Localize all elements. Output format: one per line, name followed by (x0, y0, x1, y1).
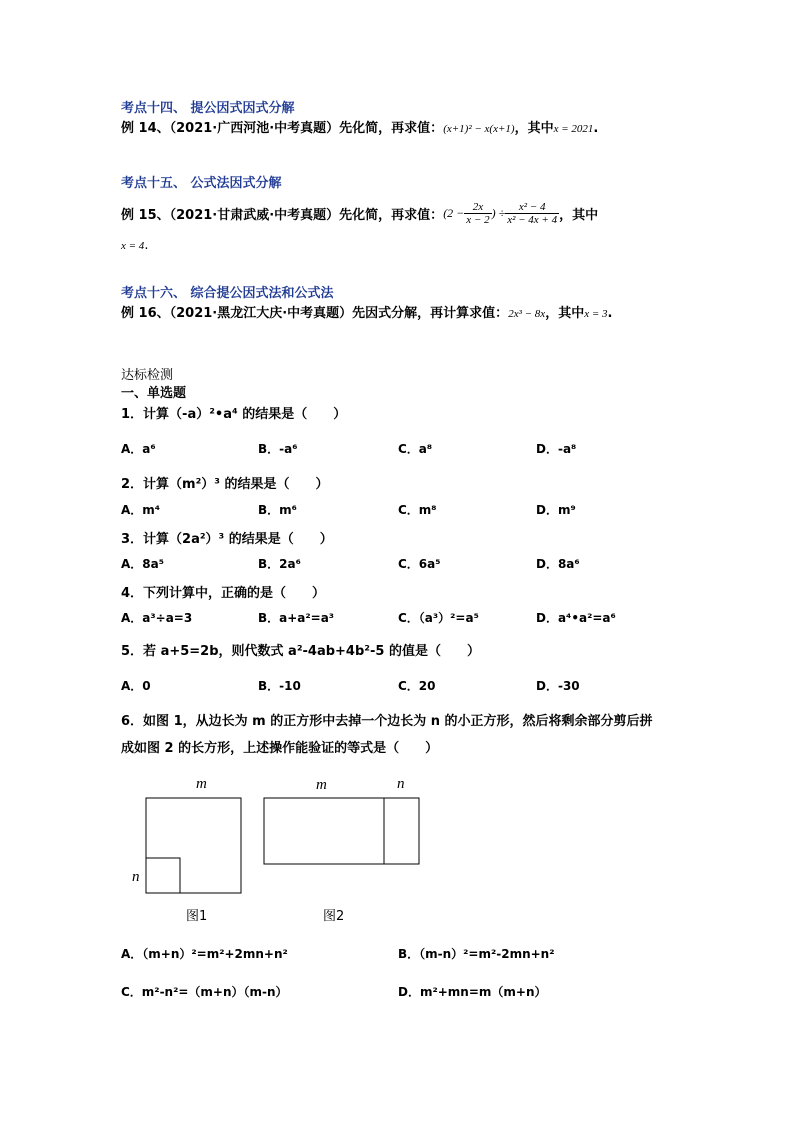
example-14-suffix: ，其中 (514, 121, 554, 136)
example-16-expression: 2x³ − 8x (508, 308, 546, 320)
figure-1-large-square (146, 798, 241, 893)
section-15-heading: 考点十五、 公式法因式分解 (121, 176, 282, 191)
question-6-option-b: B．（m-n）²=m²-2mn+n² (398, 947, 555, 961)
question-6-option-a: A．（m+n）²=m²+2mn+n² (121, 947, 288, 961)
question-3-option-b: B．2a⁶ (258, 557, 301, 571)
example-14-prefix: 例 14、（2021·广西河池·中考真题）先化简，再求值： (121, 121, 444, 136)
example-15-end: . (144, 238, 149, 253)
figure-1-label-n: n (132, 869, 140, 885)
fraction-2-numerator: x² − 4 (505, 201, 559, 214)
question-2-stem: 2．计算（m²）³ 的结果是（ ） (121, 477, 329, 492)
example-15-condition: x = 4 (121, 240, 145, 252)
question-5-option-b: B．-10 (258, 679, 301, 693)
figure-2-caption: 图2 (323, 909, 345, 924)
question-6-stem-line-1: 6．如图 1，从边长为 m 的正方形中去掉一个边长为 n 的小正方形，然后将剩余部分剪后拼 (121, 714, 653, 729)
example-14 (121, 117, 598, 136)
question-2-option-d: D．m⁹ (536, 503, 576, 517)
figure-2-label-n: n (397, 776, 405, 792)
question-5-option-c: C．20 (398, 679, 436, 693)
example-16-end: . (607, 306, 613, 321)
fraction-2-denominator: x² − 4x + 4 (507, 213, 558, 226)
part-title: 一、单选题 (121, 386, 187, 401)
question-2-option-c: C．m⁸ (398, 503, 437, 517)
question-3-option-a: A．8a⁵ (121, 557, 164, 571)
question-4-stem: 4．下列计算中，正确的是（ ） (121, 586, 326, 601)
fraction-1-denominator: x − 2 (466, 213, 490, 226)
example-16-condition: x = 3 (584, 308, 608, 320)
question-6-figures (120, 770, 440, 930)
figure-2-label-m: m (316, 777, 327, 793)
example-16 (121, 302, 612, 321)
example-15-condition-line (121, 238, 148, 253)
example-15-fraction-2 (505, 201, 559, 226)
question-4-option-c: C．（a³）²=a⁵ (398, 611, 479, 625)
example-15-fraction-1 (464, 201, 491, 226)
example-15-suffix: ，其中 (559, 207, 599, 223)
test-title: 达标检测 (121, 368, 174, 383)
question-6-option-d: D．m²+mn=m（m+n） (398, 985, 547, 999)
question-6-stem-line-2: 成如图 2 的长方形，上述操作能验证的等式是（ ） (121, 741, 439, 756)
question-3-stem: 3．计算（2a²）³ 的结果是（ ） (121, 532, 333, 547)
question-3-option-c: C．6a⁵ (398, 557, 441, 571)
question-3-option-d: D．8a⁶ (536, 557, 580, 571)
question-1-stem: 1．计算（-a）²•a⁴ 的结果是（ ） (121, 407, 347, 422)
figure-2-rectangle (264, 798, 419, 864)
example-16-prefix: 例 16、（2021·黑龙江大庆·中考真题）先因式分解，再计算求值： (121, 306, 509, 321)
figure-1-label-m: m (196, 776, 207, 792)
example-15-prefix: 例 15、（2021·甘肃武威·中考真题）先化简，再求值： (121, 207, 444, 223)
fraction-1-numerator: 2x (464, 201, 491, 214)
figure-1-small-square (146, 858, 180, 893)
example-15 (121, 193, 598, 233)
question-1-option-d: D．-a⁸ (536, 442, 577, 456)
question-4-option-b: B．a+a²=a³ (258, 611, 335, 625)
question-2-option-a: A．m⁴ (121, 503, 161, 517)
section-16-heading: 考点十六、 综合提公因式法和公式法 (121, 286, 334, 301)
example-14-expression: (x+1)² − x(x+1) (443, 123, 515, 135)
example-15-divide: ) ÷ (491, 205, 506, 220)
example-14-condition: x = 2021 (553, 123, 594, 135)
question-2-option-b: B．m⁶ (258, 503, 297, 517)
question-1-option-a: A．a⁶ (121, 442, 156, 456)
example-15-expr-part1: (2 − (443, 205, 465, 220)
question-6-option-c: C．m²-n²=（m+n）（m-n） (121, 985, 288, 999)
example-16-suffix: ，其中 (545, 306, 585, 321)
question-1-option-b: B．-a⁶ (258, 442, 298, 456)
section-14-heading: 考点十四、 提公因式因式分解 (121, 101, 295, 116)
question-4-option-a: A．a³÷a=3 (121, 611, 193, 625)
question-5-stem: 5．若 a+5=2b，则代数式 a²-4ab+4b²-5 的值是（ ） (121, 644, 480, 659)
question-5-option-d: D．-30 (536, 679, 580, 693)
question-4-option-d: D．a⁴•a²=a⁶ (536, 611, 616, 625)
question-1-option-c: C．a⁸ (398, 442, 433, 456)
question-5-option-a: A．0 (121, 679, 151, 693)
figure-1-caption: 图1 (186, 909, 208, 924)
example-14-end: . (593, 121, 599, 136)
